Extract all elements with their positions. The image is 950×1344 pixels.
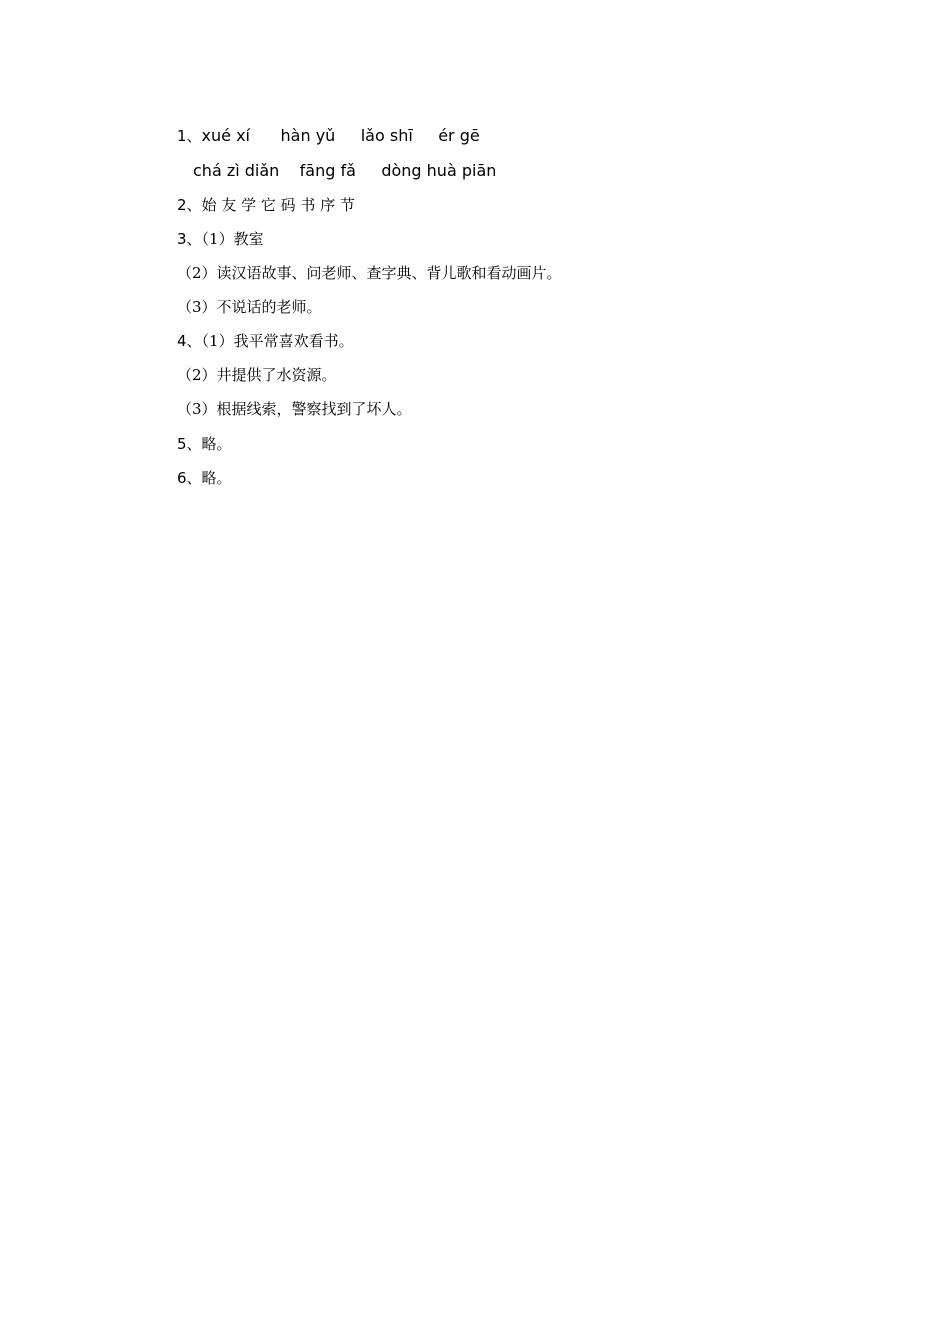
answer-6-text: 略。 [201,469,232,487]
answer-4-item-2-text: （2）井提供了水资源。 [177,366,337,384]
answer-3-item-1-text: （1）教室 [201,230,264,248]
answer-4-item-3 [177,399,412,419]
answer-5-label: 5、 [177,435,202,453]
answer-1-pinyin-row-2: chá zì diǎn fāng fǎ dòng huà piān [193,161,497,180]
answer-3-item-3-text: （3）不说话的老师。 [177,298,322,316]
answer-4-item-1 [177,331,354,351]
answer-5-text: 略。 [201,435,232,453]
answer-2-label: 2、 [177,196,202,214]
answer-3-item-2 [177,263,562,283]
answer-2-text: 始 友 学 它 码 书 序 节 [201,196,355,214]
answer-6-label: 6、 [177,469,202,487]
answer-6 [177,468,232,488]
answer-1-pinyin-row-1: xué xí hàn yǔ lǎo shī ér gē [201,126,480,145]
answer-4-item-2 [177,365,337,385]
answer-5 [177,434,232,454]
answer-2 [177,195,355,215]
answer-3-item-3 [177,297,322,317]
answer-3-label: 3、 [177,230,202,248]
answer-1-row-2 [193,161,496,181]
answer-1-label: 1、 [177,127,202,145]
answer-4-label: 4、 [177,332,202,350]
answer-3-item-2-text: （2）读汉语故事、问老师、查字典、背儿歌和看动画片。 [177,264,562,282]
answer-4-item-3-text: （3）根据线索，警察找到了坏人。 [177,400,412,418]
answer-1-row-1 [177,126,480,146]
answer-3-item-1 [177,229,264,249]
answer-4-item-1-text: （1）我平常喜欢看书。 [201,332,354,350]
